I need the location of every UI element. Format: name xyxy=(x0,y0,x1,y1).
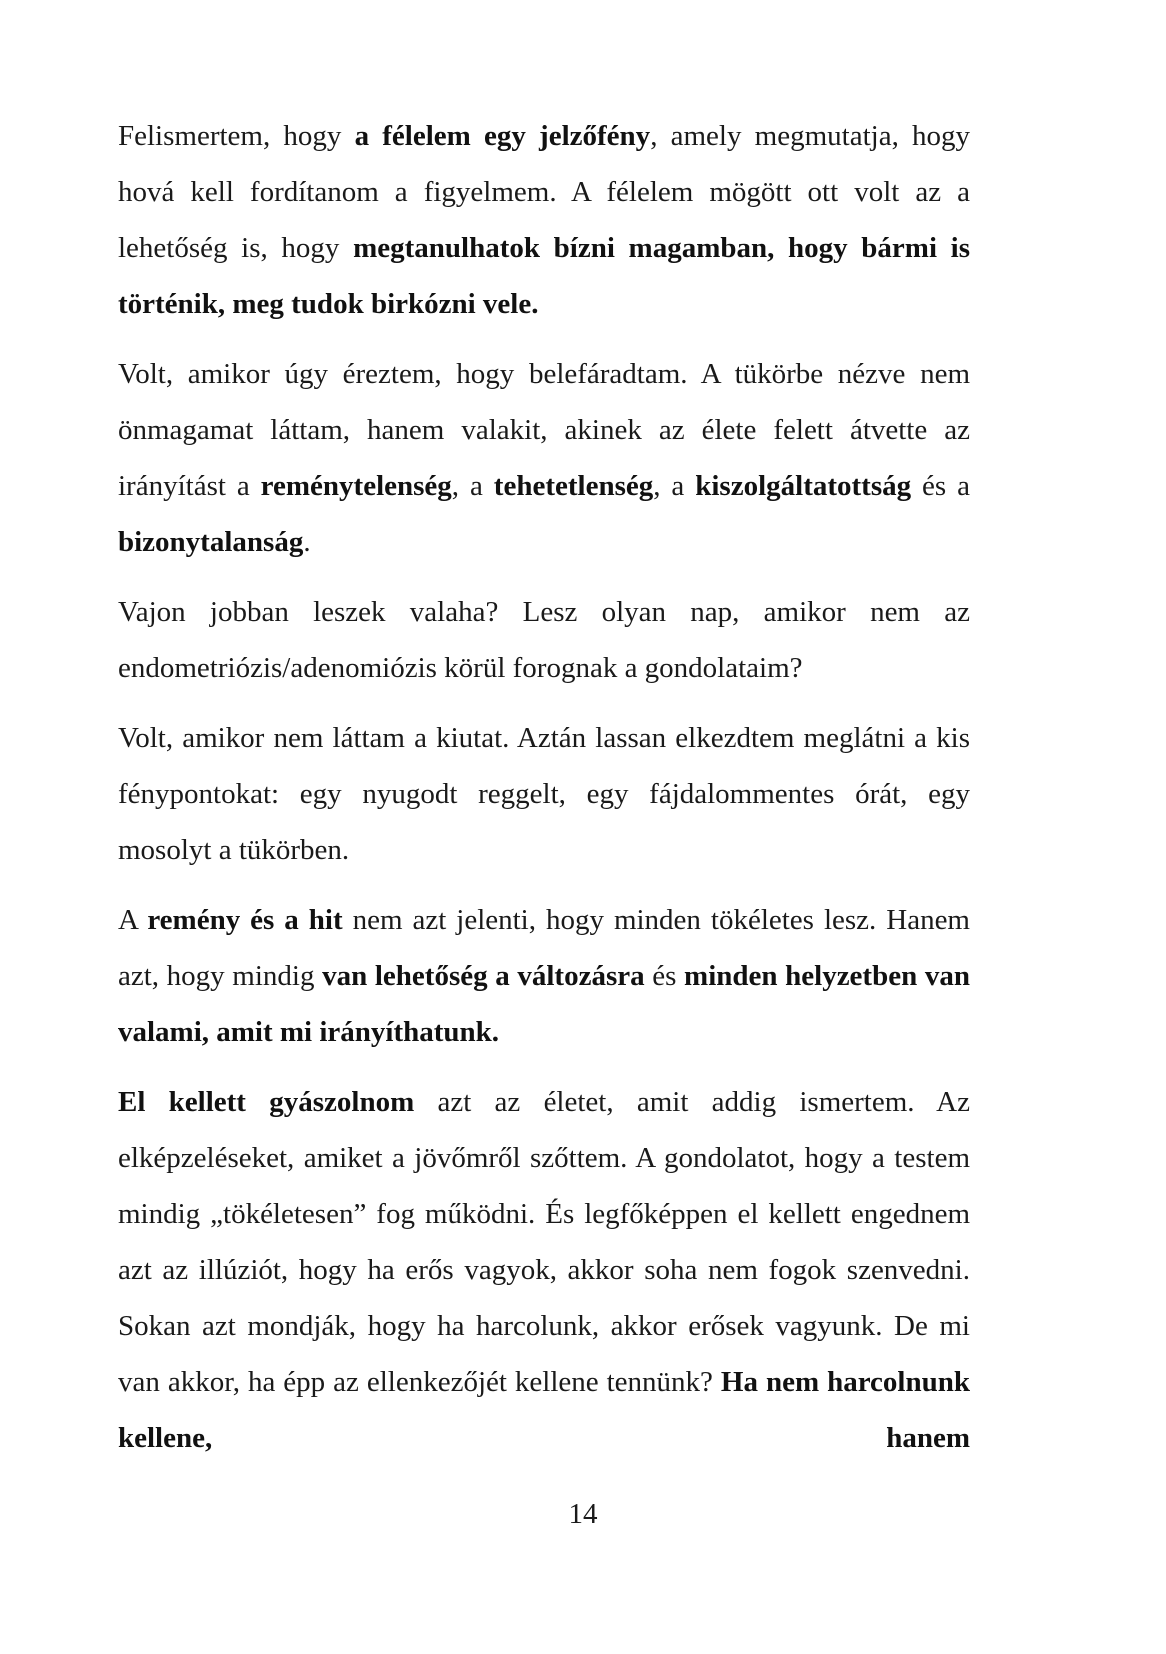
text-run: Volt, amikor nem láttam a kiutat. Aztán lassan elkezdtem meglátni a kis fénypontokat: egy nyugodt reggelt, egy fájdalommentes órát, egy mosolyt a tükörben. xyxy=(118,722,970,866)
text-run: Felismertem, hogy xyxy=(118,120,355,152)
bold-phrase: megtanulhatok bízni magamban, hogy bármi is történik, meg tudok birkózni vele. xyxy=(118,232,971,320)
text-run: és xyxy=(644,960,685,992)
text-run: , a xyxy=(653,470,696,502)
bold-phrase: reménytelenség xyxy=(260,470,452,502)
text-run: azt az életet, amit addig ismertem. Az elképzeléseket, amiket a jövőmről szőttem. A gondolatot, hogy a testem mindig „tökéletesen” fog működni. És legfőképpen el kellett engednem azt az illúziót, hogy ha erős vagyok, akkor soha nem fogok szenvedni. Sokan azt mondják, hogy ha harcolunk, akkor erősek vagyunk. De mi van akkor, ha épp az ellenkezőjét kellene tennünk? xyxy=(118,1086,970,1398)
bold-phrase: tehetetlenség xyxy=(493,470,654,502)
text-run: és a xyxy=(911,470,971,502)
paragraph xyxy=(118,1074,970,1466)
bold-phrase: remény és a hit xyxy=(147,904,343,936)
text-run: , amely megmutatja, hogy hová kell fordítanom a figyelmem. A félelem mögött ott volt az a lehetőség is, hogy xyxy=(118,120,970,264)
bold-phrase: kiszolgáltatottság xyxy=(695,470,912,502)
bold-phrase: minden helyzetben van valami, amit mi irányíthatunk. xyxy=(118,960,970,1048)
paragraph xyxy=(118,892,970,1060)
bold-phrase: Ha nem harcolnunk kellene, hanem xyxy=(118,1366,970,1454)
text-run: , a xyxy=(451,470,494,502)
paragraph xyxy=(118,346,970,570)
body-text xyxy=(118,108,970,1480)
text-run: Vajon jobban leszek valaha? Lesz olyan nap, amikor nem az endometriózis/adenomiózis körül forognak a gondolataim? xyxy=(118,596,970,684)
text-run: nem azt jelenti, hogy minden tökéletes lesz. Hanem azt, hogy mindig xyxy=(118,904,970,992)
bold-phrase: a félelem egy jelzőfény xyxy=(354,120,651,152)
paragraph xyxy=(118,108,970,332)
text-run: . xyxy=(303,526,311,558)
text-run: A xyxy=(118,904,148,936)
bold-phrase: van lehetőség a változásra xyxy=(322,960,645,992)
paragraph xyxy=(118,584,970,696)
bold-phrase: bizonytalanság xyxy=(118,526,304,558)
paragraph xyxy=(118,710,970,878)
text-run: Volt, amikor úgy éreztem, hogy belefáradtam. A tükörbe nézve nem önmagamat láttam, hanem valakit, akinek az élete felett átvette az irányítást a xyxy=(118,358,970,502)
page-number: 14 xyxy=(568,1498,598,1530)
bold-phrase: El kellett gyászolnom xyxy=(118,1086,415,1118)
